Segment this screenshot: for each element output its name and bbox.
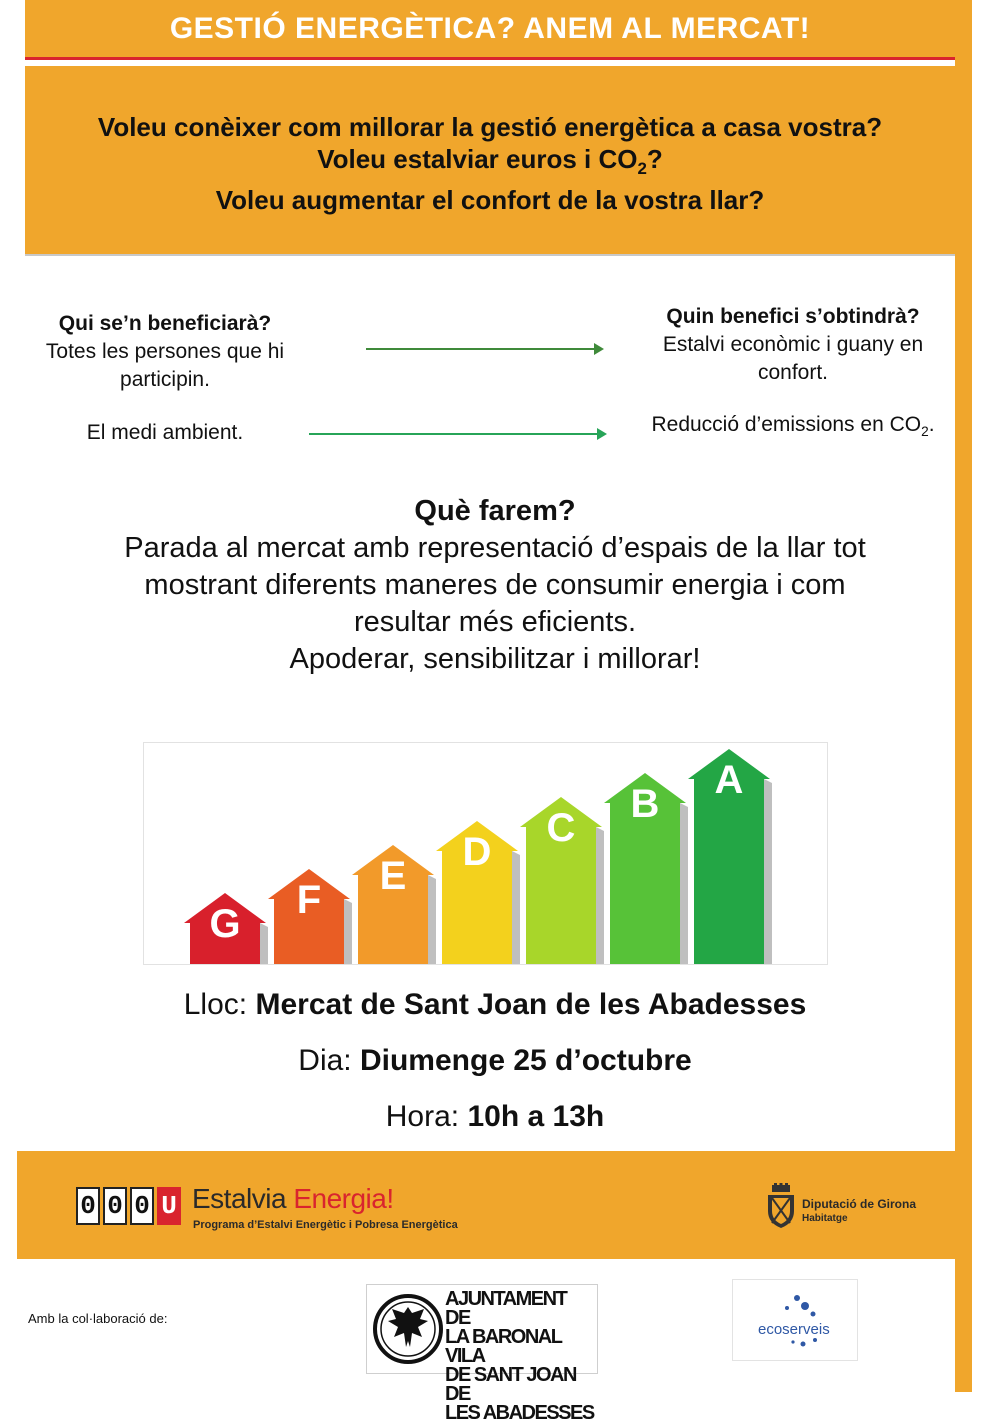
energy-house-c (520, 797, 604, 964)
activity-line-2: mostrant diferents maneres de consumir energia i com (144, 569, 846, 601)
intro-question-2: Voleu estalviar euros i $CO_2$? (317, 144, 663, 178)
ecoserveis-name: ecoserveis (758, 1321, 830, 1338)
estalvia-energia-subtitle: Programa d’Estalvi Energètic i Pobresa Energètica (193, 1219, 458, 1231)
activity-line-3: resultar més eficients. (353, 606, 637, 638)
beneficiary-text: Totes les persones que hi participin. (45, 340, 285, 391)
beneficiary-block (20, 310, 310, 394)
eagle-seal-icon (372, 1291, 444, 1367)
event-date: Dia: Diumenge 25 d’octubre (298, 1044, 692, 1077)
diputacio-crest-icon (764, 1183, 798, 1229)
energy-class-label: F (296, 878, 322, 922)
activity-title: Què farem? (414, 495, 576, 527)
energy-house-f (268, 869, 352, 964)
environment-text: El medi ambient. (86, 421, 244, 444)
page-title: GESTIÓ ENERGÈTICA? ANEM AL MERCAT! (169, 11, 811, 45)
estalvia-counter-logo (76, 1187, 181, 1225)
energy-class-label: A (714, 758, 744, 802)
activity-description (40, 493, 950, 678)
benefit-block (632, 303, 954, 387)
arrow-right-icon (309, 433, 605, 435)
arrow-right-icon (366, 348, 602, 350)
benefit-text: Estalvi econòmic i guany en confort. (662, 333, 924, 384)
diputacio-subtitle: Habitatge (802, 1213, 848, 1224)
intro-question-1: Voleu conèixer com millorar la gestió energètica a casa vostra? (97, 112, 883, 142)
counter-digit: 0 (130, 1187, 154, 1225)
beneficiary-heading: Qui se’n beneficiarà? (58, 312, 272, 335)
diputacio-name: Diputació de Girona (802, 1197, 917, 1211)
energy-class-label: B (630, 782, 660, 826)
energy-class-label: G (209, 902, 241, 946)
estalvia-energia-logo: Estalvia Energia! (192, 1183, 394, 1214)
title-banner (25, 0, 955, 60)
activity-slogan: Apoderar, sensibilitzar i millorar! (289, 643, 701, 675)
energy-house-d (436, 821, 520, 964)
intro-question-3: Voleu augmentar el confort de la vostra llar? (215, 185, 765, 215)
energy-house-e (352, 845, 436, 964)
energy-class-label: E (379, 854, 407, 898)
energy-house-g (184, 893, 268, 964)
energy-class-label: C (546, 806, 576, 850)
event-location: Lloc: Mercat de Sant Joan de les Abadesses (183, 988, 807, 1021)
counter-digit-red: U (157, 1187, 181, 1225)
energy-house-b (604, 773, 688, 964)
ajuntament-name: AJUNTAMENT DE LA BARONAL VILA DE SANT JOAN DE LES ABADESSES (445, 1288, 594, 1424)
emissions-text: Reducció d’emissions en $CO_2$. (651, 413, 935, 439)
counter-digit: 0 (76, 1187, 100, 1225)
energy-scale-houses (144, 743, 827, 964)
event-time: Hora: 10h a 13h (385, 1100, 605, 1133)
energy-class-label: D (462, 830, 492, 874)
energy-house-a (688, 749, 772, 964)
energy-efficiency-illustration (143, 742, 828, 965)
ecoserveis-logo (732, 1279, 858, 1361)
activity-line-1: Parada al mercat amb representació d’espais de la llar tot (124, 532, 866, 564)
counter-digit: 0 (103, 1187, 127, 1225)
intro-questions-panel (25, 66, 955, 256)
collaboration-label: Amb la col·laboració de: (28, 1311, 168, 1326)
benefit-heading: Quin benefici s’obtindrà? (666, 305, 920, 328)
